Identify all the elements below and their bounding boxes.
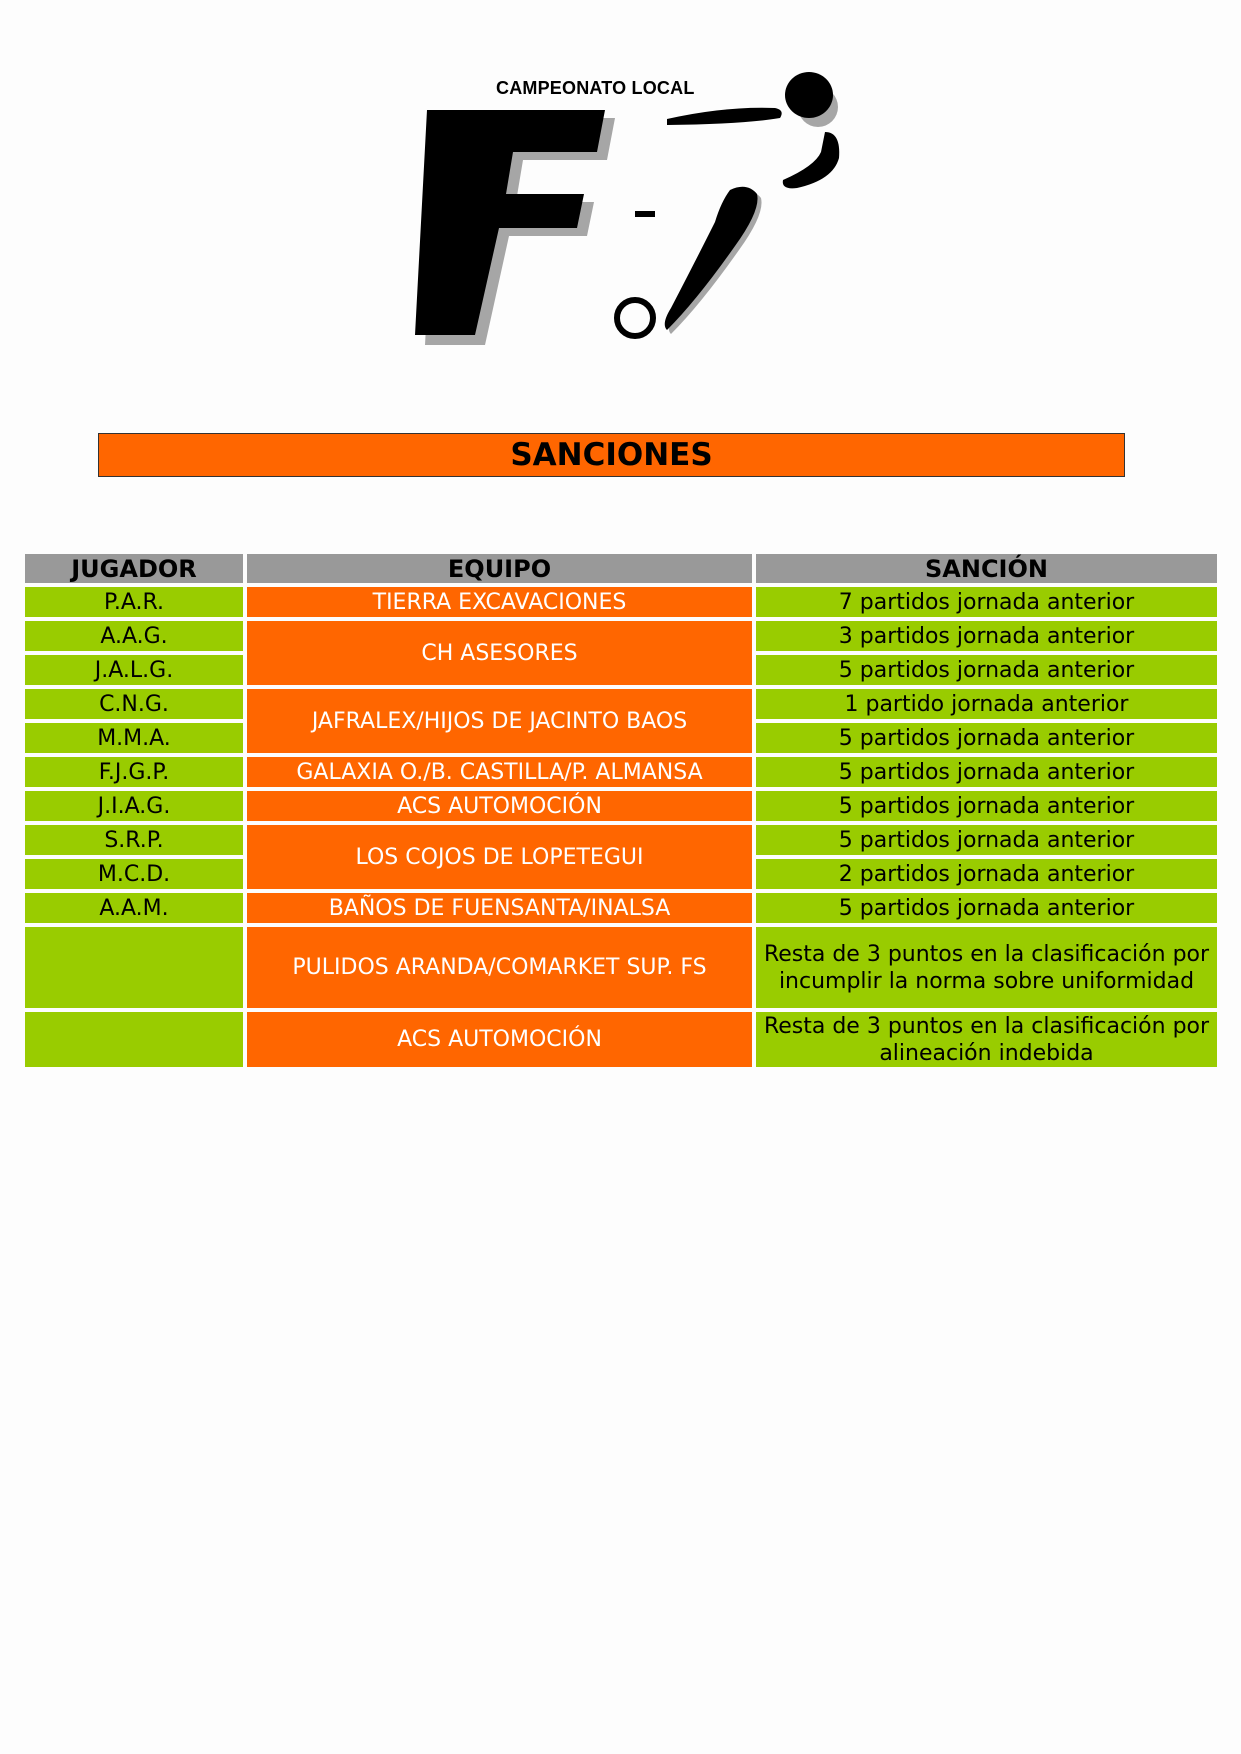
sanction-cell: 5 partidos jornada anterior: [756, 825, 1217, 855]
sanction-cell: 5 partidos jornada anterior: [756, 757, 1217, 787]
player-cell: J.A.L.G.: [25, 655, 243, 685]
sanction-cell: 7 partidos jornada anterior: [756, 587, 1217, 617]
player-cell: P.A.R.: [25, 587, 243, 617]
table-row: [25, 757, 1217, 787]
team-cell: JAFRALEX/HIJOS DE JACINTO BAOS: [247, 689, 752, 753]
table-row: [25, 825, 1217, 855]
table-row: [25, 927, 1217, 1008]
team-cell: CH ASESORES: [247, 621, 752, 685]
sanction-cell: 5 partidos jornada anterior: [756, 655, 1217, 685]
player-cell: F.J.G.P.: [25, 757, 243, 787]
sanction-cell: Resta de 3 puntos en la clasificación por incumplir la norma sobre uniformidad: [756, 927, 1217, 1008]
player-cell: M.C.D.: [25, 859, 243, 889]
sanctions-table: [21, 550, 1221, 1071]
player-cell: J.I.A.G.: [25, 791, 243, 821]
table-header-row: [25, 554, 1217, 583]
player-cell: C.N.G.: [25, 689, 243, 719]
table-row: [25, 1012, 1217, 1067]
player-cell: M.M.A.: [25, 723, 243, 753]
player-cell: A.A.G.: [25, 621, 243, 651]
team-cell: ACS AUTOMOCIÓN: [247, 791, 752, 821]
team-cell: LOS COJOS DE LOPETEGUI: [247, 825, 752, 889]
team-cell: BAÑOS DE FUENSANTA/INALSA: [247, 893, 752, 923]
header-jugador: JUGADOR: [25, 554, 243, 583]
team-cell: TIERRA EXCAVACIONES: [247, 587, 752, 617]
header-sancion: SANCIÓN: [756, 554, 1217, 583]
player-cell: S.R.P.: [25, 825, 243, 855]
sanction-cell: 5 partidos jornada anterior: [756, 893, 1217, 923]
table-row: [25, 587, 1217, 617]
table-row: [25, 893, 1217, 923]
sanction-cell: 1 partido jornada anterior: [756, 689, 1217, 719]
sanction-cell: 3 partidos jornada anterior: [756, 621, 1217, 651]
logo-caption: CAMPEONATO LOCAL: [496, 78, 695, 98]
championship-logo: [385, 62, 875, 362]
table-row: [25, 791, 1217, 821]
page-title: SANCIONES: [98, 433, 1125, 477]
team-cell: GALAXIA O./B. CASTILLA/P. ALMANSA: [247, 757, 752, 787]
header-equipo: EQUIPO: [247, 554, 752, 583]
player-cell: [25, 927, 243, 1008]
sanction-cell: 5 partidos jornada anterior: [756, 791, 1217, 821]
team-cell: ACS AUTOMOCIÓN: [247, 1012, 752, 1067]
team-cell: PULIDOS ARANDA/COMARKET SUP. FS: [247, 927, 752, 1008]
futsal-logo-icon: [385, 62, 875, 362]
table-row: [25, 621, 1217, 651]
player-cell: [25, 1012, 243, 1067]
sanction-cell: Resta de 3 puntos en la clasificación por alineación indebida: [756, 1012, 1217, 1067]
sanction-cell: 2 partidos jornada anterior: [756, 859, 1217, 889]
sanction-cell: 5 partidos jornada anterior: [756, 723, 1217, 753]
table-row: [25, 689, 1217, 719]
player-cell: A.A.M.: [25, 893, 243, 923]
